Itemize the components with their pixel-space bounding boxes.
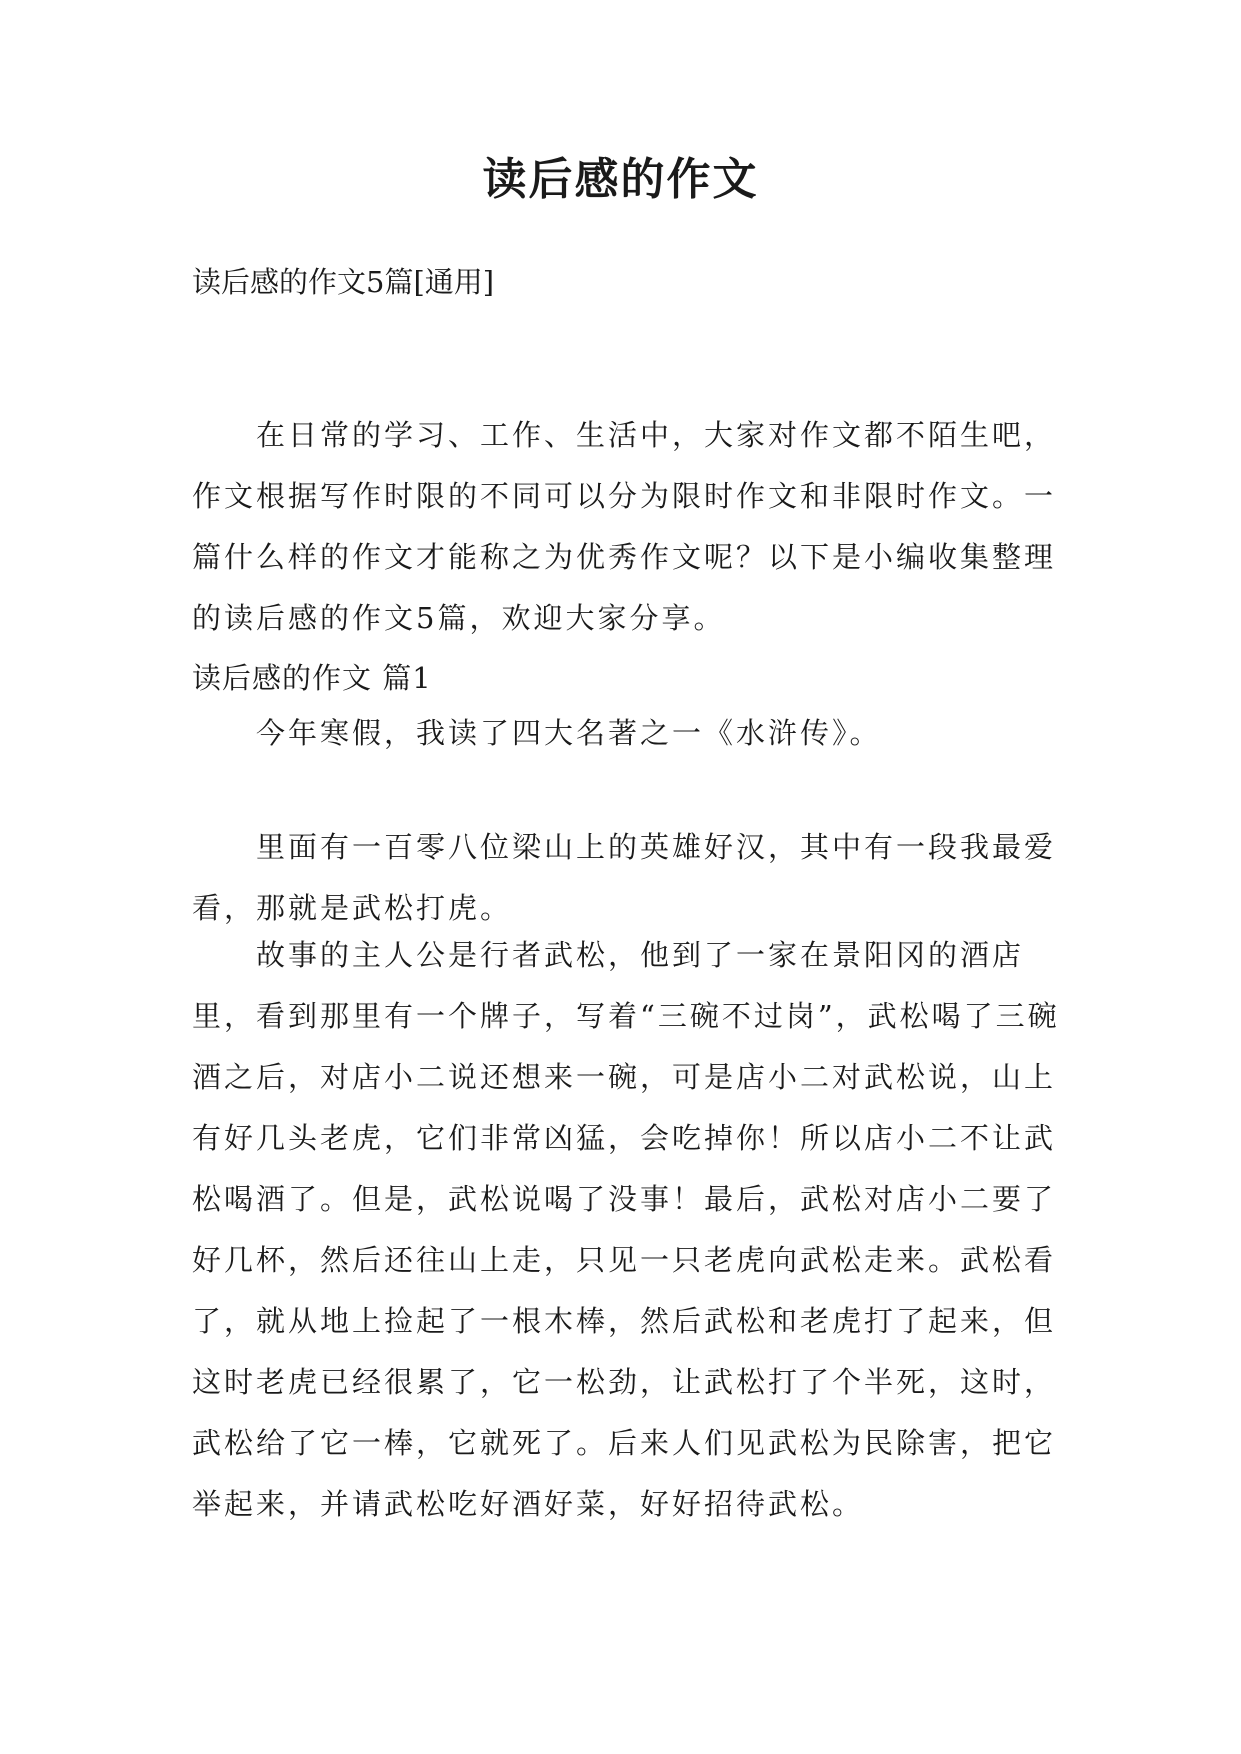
body-paragraph: 故事的主人公是行者武松，他到了一家在景阳冈的酒店里，看到那里有一个牌子，写着“三碗不过岗”，武松喝了三碗酒之后，对店小二说还想来一碗，可是店小二对武松说，山上有好几头老虎，它们非常凶猛，会吃掉你！所以店小二不让武松喝酒了。但是，武松说喝了没事！最后，武松对店小二要了好几杯，然后还往山上走，只见一只老虎向武松走来。武松看了，就从地上捡起了一根木棒，然后武松和老虎打了起来，但这时老虎已经很累了，它一松劲，让武松打了个半死，这时，武松给了它一棒，它就死了。后来人们见武松为民除害，把它举起来，并请武松吃好酒好菜，好好招待武松。 [192, 938, 1060, 1521]
document-title: 读后感的作文 [482, 154, 759, 205]
document-subtitle: 读后感的作文5篇[通用] [192, 265, 495, 299]
body-paragraph: 今年寒假，我读了四大名著之一《水浒传》。 [256, 716, 882, 750]
body-paragraph: 里面有一百零八位梁山上的英雄好汉，其中有一段我最爱看，那就是武松打虎。 [192, 830, 1057, 925]
section-heading: 读后感的作文 篇1 [192, 661, 432, 695]
intro-paragraph: 在日常的学习、工作、生活中，大家对作文都不陌生吧，作文根据写作时限的不同可以分为限时作文和非限时作文。一篇什么样的作文才能称之为优秀作文呢？以下是小编收集整理的读后感的作文5篇，欢迎大家分享。 [192, 418, 1057, 635]
